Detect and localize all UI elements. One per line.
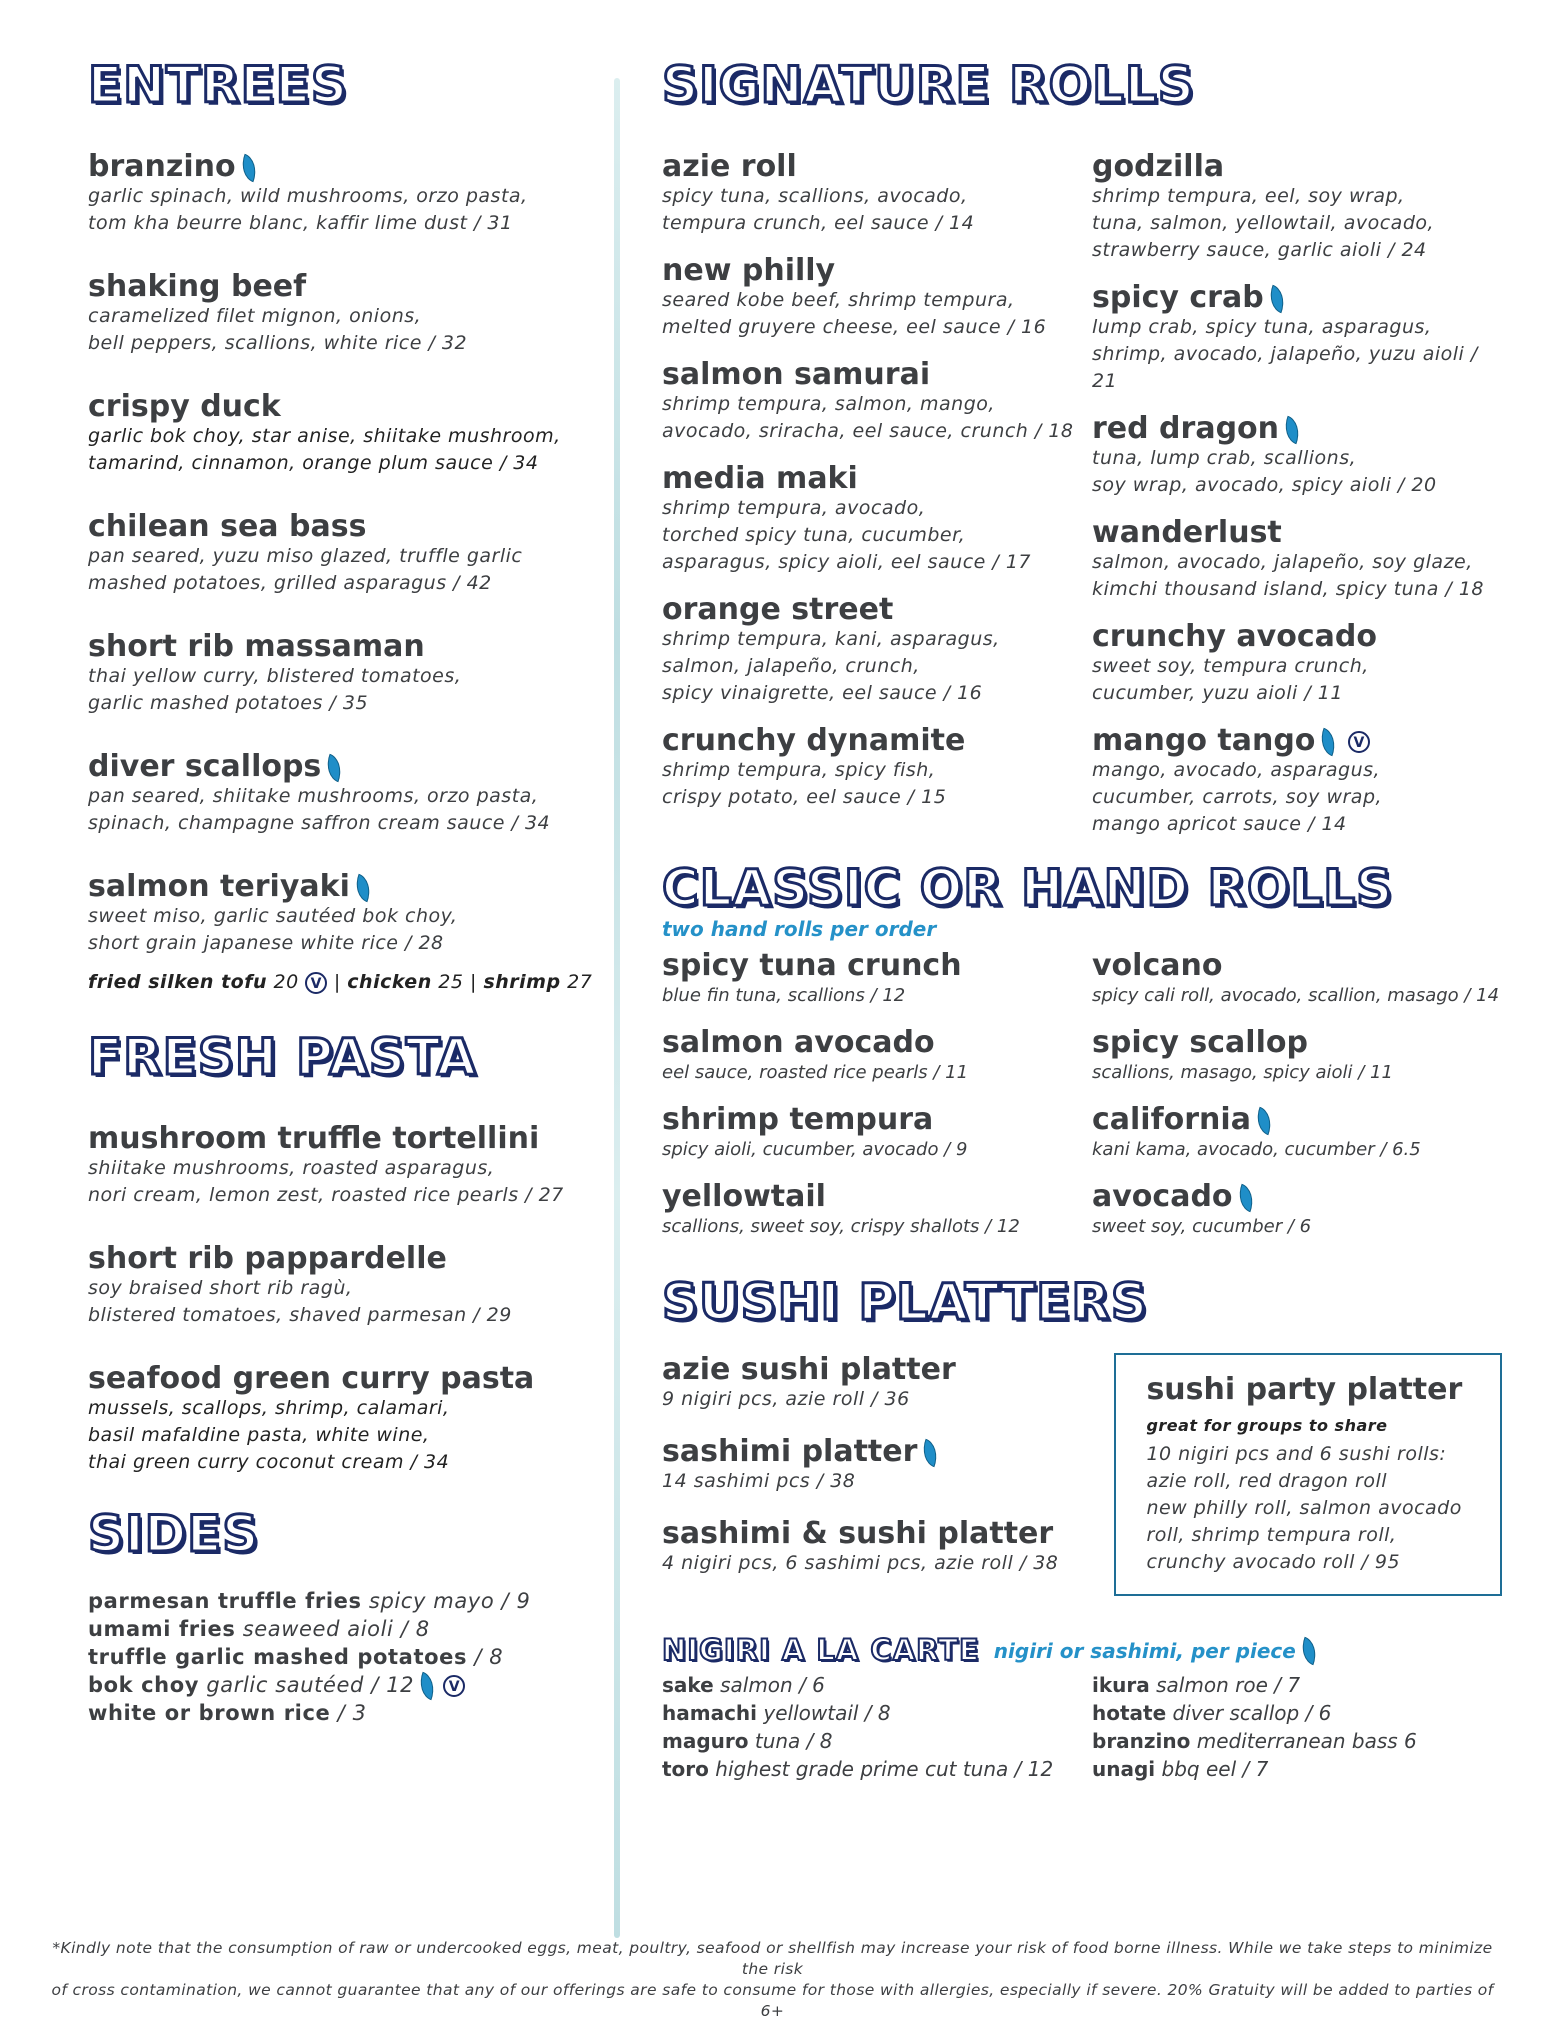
roll-item xyxy=(662,1180,1092,1240)
item-name: seafood green curry pasta xyxy=(88,1361,535,1396)
nigiri-grid xyxy=(662,1671,1502,1783)
disclaimer-line: *Kindly note that the consumption of raw or undercooked eggs, meat, poultry, seafood or shellfish may increase your risk of food borne illness. While we take steps to minimize the risk xyxy=(52,1939,1493,1978)
roll-item xyxy=(1092,150,1502,264)
leaf-icon xyxy=(1233,1183,1258,1212)
item-desc: mussels, scallops, shrimp, calamari, xyxy=(88,1397,450,1419)
roll-item xyxy=(662,1026,1092,1086)
side-item xyxy=(88,1699,608,1727)
item-desc: spicy aioli, cucumber, avocado / 9 xyxy=(662,1139,968,1160)
leaf-icon xyxy=(1279,415,1304,444)
roll-item xyxy=(662,150,1092,237)
item-name: wanderlust xyxy=(1092,515,1282,550)
item-name: new philly xyxy=(662,253,836,288)
item-name: chilean sea bass xyxy=(88,509,367,544)
item-name: mushroom truffle tortellini xyxy=(88,1121,540,1156)
item-desc: mango, avocado, asparagus, xyxy=(1092,759,1381,781)
item-desc: tuna, lump crab, scallions, xyxy=(1092,447,1357,469)
item-desc: spicy vinaigrette, eel sauce / 16 xyxy=(662,682,983,704)
party-platter-box xyxy=(1114,1353,1502,1596)
item-desc: asparagus, spicy aioli, eel sauce / 17 xyxy=(662,551,1032,573)
item-desc: crispy potato, eel sauce / 15 xyxy=(662,786,947,808)
item-name: sashimi platter xyxy=(662,1434,918,1469)
item-name: spicy crab xyxy=(1092,280,1264,315)
item-name: california xyxy=(1092,1102,1251,1137)
item-desc: tempura crunch, eel sauce / 14 xyxy=(662,212,975,234)
item-name: toro xyxy=(662,1757,709,1781)
roll-item xyxy=(1092,412,1502,499)
item-desc: cucumber, yuzu aioli / 11 xyxy=(1092,682,1343,704)
item-desc: thai yellow curry, blistered tomatoes, xyxy=(88,665,462,687)
menu-item xyxy=(88,390,608,477)
item-name: spicy tuna crunch xyxy=(662,948,962,983)
vegan-icon: V xyxy=(443,1675,465,1697)
item-name: orange street xyxy=(662,592,894,627)
addon-name: chicken xyxy=(347,971,432,993)
entrees-heading: ENTREES xyxy=(88,56,348,114)
item-desc: shrimp tempura, avocado, xyxy=(662,497,926,519)
item-name: branzino xyxy=(1092,1729,1191,1753)
column-divider xyxy=(614,78,620,1938)
menu-item xyxy=(88,750,608,837)
item-desc: bell peppers, scallions, white rice / 32 xyxy=(88,332,468,354)
roll-item xyxy=(662,358,1092,445)
item-desc: soy wrap, avocado, spicy aioli / 20 xyxy=(1092,474,1437,496)
roll-item xyxy=(1092,620,1502,707)
item-desc: tamarind, cinnamon, orange plum sauce / 34 xyxy=(88,452,539,474)
addon-price: 27 xyxy=(567,971,593,993)
item-name: azie sushi platter xyxy=(662,1352,956,1387)
roll-item xyxy=(1092,281,1502,395)
item-desc: garlic mashed potatoes / 35 xyxy=(88,692,369,714)
side-item xyxy=(88,1643,608,1671)
roll-item xyxy=(1092,1180,1502,1240)
roll-item xyxy=(662,462,1092,576)
item-name: media maki xyxy=(662,461,858,496)
item-desc: pan seared, shiitake mushrooms, orzo pasta, xyxy=(88,785,539,807)
menu-item xyxy=(88,630,608,717)
menu-item xyxy=(88,270,608,357)
item-desc: yellowtail / 8 xyxy=(763,1701,891,1725)
item-desc: mango apricot sauce / 14 xyxy=(1092,813,1347,835)
item-desc: sweet miso, garlic sautéed bok choy, xyxy=(88,905,458,927)
item-desc: garlic spinach, wild mushrooms, orzo pasta, xyxy=(88,185,528,207)
leaf-icon xyxy=(322,753,347,782)
item-desc: short grain japanese white rice / 28 xyxy=(88,932,444,954)
leaf-icon xyxy=(1251,1106,1276,1135)
leaf-icon xyxy=(918,1438,943,1467)
item-desc: blue fin tuna, scallions / 12 xyxy=(662,985,906,1006)
vegan-icon: V xyxy=(305,972,327,994)
item-desc: / 3 xyxy=(337,1701,367,1725)
nigiri-subtitle: nigiri or sashimi, per piece xyxy=(993,1638,1296,1663)
item-name: godzilla xyxy=(1092,149,1225,184)
item-desc: lump crab, spicy tuna, asparagus, xyxy=(1092,316,1432,338)
allergy-disclaimer xyxy=(40,1938,1505,2022)
item-desc: shrimp tempura, eel, soy wrap, xyxy=(1092,185,1405,207)
item-desc: tuna, salmon, yellowtail, avocado, xyxy=(1092,212,1435,234)
item-desc: sweet soy, tempura crunch, xyxy=(1092,655,1369,677)
item-desc: garlic bok choy, star anise, shiitake mushroom, xyxy=(88,425,561,447)
platter-item xyxy=(662,1435,1086,1495)
item-desc: spicy mayo / 9 xyxy=(368,1589,531,1613)
classic-rolls-subtitle: two hand rolls per order xyxy=(662,917,937,941)
item-desc: salmon roe / 7 xyxy=(1156,1673,1301,1697)
nigiri-item xyxy=(1092,1699,1502,1727)
roll-item xyxy=(1092,1026,1502,1086)
item-name: crispy duck xyxy=(88,389,281,424)
side-item xyxy=(88,1615,608,1643)
item-name: branzino xyxy=(88,149,236,184)
nigiri-heading: NIGIRI A LA CARTE xyxy=(662,1633,980,1667)
item-desc: thai green curry coconut cream / 34 xyxy=(88,1451,450,1473)
separator: | xyxy=(470,971,477,993)
item-desc: strawberry sauce, garlic aioli / 24 xyxy=(1092,239,1427,261)
item-name: shrimp tempura xyxy=(662,1102,934,1137)
right-column xyxy=(662,56,1502,1783)
signature-rolls-grid xyxy=(662,150,1502,855)
item-desc: tom kha beurre blanc, kaffir lime dust / 31 xyxy=(88,212,513,234)
sides-heading: SIDES xyxy=(88,1505,260,1563)
nigiri-item xyxy=(1092,1755,1502,1783)
item-name: red dragon xyxy=(1092,411,1280,446)
protein-addons xyxy=(88,969,608,996)
item-desc: sweet soy, cucumber / 6 xyxy=(1092,1216,1312,1237)
item-desc: torched spicy tuna, cucumber, xyxy=(662,524,966,546)
menu-item xyxy=(88,510,608,597)
item-name: hamachi xyxy=(662,1701,758,1725)
menu-item xyxy=(88,1362,608,1476)
leaf-icon xyxy=(1264,284,1289,313)
vegan-icon: V xyxy=(1348,731,1370,753)
roll-item xyxy=(662,949,1092,1009)
pasta-heading: FRESH PASTA xyxy=(88,1028,477,1086)
menu-item xyxy=(88,150,608,237)
classic-rolls-grid xyxy=(662,949,1502,1257)
side-item xyxy=(88,1671,608,1699)
item-desc: shrimp tempura, spicy fish, xyxy=(662,759,936,781)
item-desc: 10 nigiri pcs and 6 sushi rolls: xyxy=(1146,1443,1447,1465)
menu-item xyxy=(88,870,608,957)
item-name: crunchy avocado xyxy=(1092,619,1377,654)
item-desc: highest grade prime cut tuna / 12 xyxy=(715,1757,1054,1781)
item-name: sushi party platter xyxy=(1146,1372,1463,1407)
item-desc: pan seared, yuzu miso glazed, truffle garlic xyxy=(88,545,523,567)
item-desc: kani kama, avocado, cucumber / 6.5 xyxy=(1092,1139,1421,1160)
nigiri-header xyxy=(662,1633,1502,1667)
item-name: sashimi & sushi platter xyxy=(662,1516,1054,1551)
item-desc: 9 nigiri pcs, azie roll / 36 xyxy=(662,1388,910,1410)
left-column xyxy=(88,56,608,1727)
item-desc: scallions, sweet soy, crispy shallots / 12 xyxy=(662,1216,1020,1237)
item-desc: spicy cali roll, avocado, scallion, masago / 14 xyxy=(1092,985,1500,1006)
item-name: diver scallops xyxy=(88,749,322,784)
item-name: spicy scallop xyxy=(1092,1025,1308,1060)
item-desc: salmon, jalapeño, crunch, xyxy=(662,655,920,677)
item-desc: roll, shrimp tempura roll, xyxy=(1146,1524,1397,1546)
item-desc: caramelized filet mignon, onions, xyxy=(88,305,422,327)
item-desc: new philly roll, salmon avocado xyxy=(1146,1497,1462,1519)
roll-item xyxy=(662,1103,1092,1163)
platter-item xyxy=(662,1517,1086,1577)
item-name: truffle garlic mashed potatoes xyxy=(88,1645,468,1669)
item-desc: / 8 xyxy=(474,1645,504,1669)
item-desc: shrimp, avocado, jalapeño, yuzu aioli / 21 xyxy=(1092,343,1478,392)
item-desc: soy braised short rib ragù, xyxy=(88,1277,353,1299)
item-desc: azie roll, red dragon roll xyxy=(1146,1470,1388,1492)
item-desc: salmon, avocado, jalapeño, soy glaze, xyxy=(1092,551,1473,573)
item-name: azie roll xyxy=(662,149,797,184)
sushi-platters-heading: SUSHI PLATTERS xyxy=(662,1273,1148,1331)
item-name: white or brown rice xyxy=(88,1701,331,1725)
item-desc: salmon / 6 xyxy=(720,1673,825,1697)
item-name: salmon samurai xyxy=(662,357,931,392)
addon-price: 25 xyxy=(438,971,464,993)
item-name: unagi xyxy=(1092,1757,1156,1781)
item-desc: 4 nigiri pcs, 6 sashimi pcs, azie roll / 38 xyxy=(662,1552,1059,1574)
item-desc: avocado, sriracha, eel sauce, crunch / 18 xyxy=(662,420,1074,442)
item-name: parmesan truffle fries xyxy=(88,1589,362,1613)
roll-item xyxy=(1092,949,1502,1009)
nigiri-item xyxy=(662,1699,1092,1727)
item-desc: kimchi thousand island, spicy tuna / 18 xyxy=(1092,578,1485,600)
item-desc: mediterranean bass 6 xyxy=(1196,1729,1417,1753)
item-desc: melted gruyere cheese, eel sauce / 16 xyxy=(662,316,1047,338)
menu-item xyxy=(88,1122,608,1209)
nigiri-item xyxy=(1092,1727,1502,1755)
item-desc: 14 sashimi pcs / 38 xyxy=(662,1470,856,1492)
item-desc: shiitake mushrooms, roasted asparagus, xyxy=(88,1157,495,1179)
item-name: yellowtail xyxy=(662,1179,826,1214)
leaf-icon xyxy=(350,873,375,902)
item-name: mango tango xyxy=(1092,723,1316,758)
item-desc: shrimp tempura, kani, asparagus, xyxy=(662,628,1000,650)
item-name: umami fries xyxy=(88,1617,236,1641)
item-name: maguro xyxy=(662,1729,749,1753)
menu-item xyxy=(88,1242,608,1329)
party-note: great for groups to share xyxy=(1146,1416,1388,1435)
item-desc: garlic sautéed / 12 xyxy=(206,1673,415,1697)
platters-row xyxy=(662,1353,1502,1596)
item-desc: mashed potatoes, grilled asparagus / 42 xyxy=(88,572,492,594)
item-desc: diver scallop / 6 xyxy=(1172,1701,1332,1725)
item-name: volcano xyxy=(1092,948,1223,983)
item-desc: blistered tomatoes, shaved parmesan / 29 xyxy=(88,1304,512,1326)
item-name: hotate xyxy=(1092,1701,1167,1725)
item-desc: scallions, masago, spicy aioli / 11 xyxy=(1092,1062,1393,1083)
classic-rolls-heading: CLASSIC OR HAND ROLLS xyxy=(662,859,1394,917)
item-desc: spinach, champagne saffron cream sauce / 34 xyxy=(88,812,551,834)
side-item xyxy=(88,1587,608,1615)
item-desc: shrimp tempura, salmon, mango, xyxy=(662,393,995,415)
item-name: avocado xyxy=(1092,1179,1233,1214)
leaf-icon xyxy=(236,153,261,182)
platter-item xyxy=(662,1353,1086,1413)
roll-item xyxy=(1092,1103,1502,1163)
nigiri-item xyxy=(662,1671,1092,1699)
leaf-icon xyxy=(1296,1636,1321,1665)
roll-item xyxy=(1092,724,1502,838)
item-desc: eel sauce, roasted rice pearls / 11 xyxy=(662,1062,969,1083)
item-desc: spicy tuna, scallions, avocado, xyxy=(662,185,968,207)
addon-name: fried silken tofu xyxy=(88,971,267,993)
item-name: bok choy xyxy=(88,1673,200,1697)
item-name: short rib massaman xyxy=(88,629,425,664)
item-desc: cucumber, carrots, soy wrap, xyxy=(1092,786,1383,808)
roll-item xyxy=(662,254,1092,341)
separator: | xyxy=(333,971,341,993)
item-desc: seared kobe beef, shrimp tempura, xyxy=(662,289,1015,311)
item-name: sake xyxy=(662,1673,714,1697)
item-name: crunchy dynamite xyxy=(662,723,966,758)
item-desc: crunchy avocado roll / 95 xyxy=(1146,1551,1401,1573)
leaf-icon xyxy=(415,1672,440,1701)
roll-item xyxy=(662,724,1092,811)
item-name: short rib pappardelle xyxy=(88,1241,447,1276)
nigiri-item xyxy=(1092,1671,1502,1699)
item-desc: basil mafaldine pasta, white wine, xyxy=(88,1424,430,1446)
addon-name: shrimp xyxy=(483,971,561,993)
roll-item xyxy=(1092,516,1502,603)
leaf-icon xyxy=(1316,727,1341,756)
item-desc: tuna / 8 xyxy=(754,1729,833,1753)
item-desc: bbq eel / 7 xyxy=(1161,1757,1269,1781)
roll-item xyxy=(662,593,1092,707)
nigiri-item xyxy=(662,1755,1092,1783)
item-name: salmon avocado xyxy=(662,1025,935,1060)
addon-price: 20 xyxy=(273,971,299,993)
item-name: ikura xyxy=(1092,1673,1150,1697)
disclaimer-line: of cross contamination, we cannot guarantee that any of our offerings are safe to consume for those with allergies, especially if severe. 20% Gratuity will be added to parties of 6+ xyxy=(51,1981,1494,2020)
item-name: salmon teriyaki xyxy=(88,869,350,904)
item-desc: nori cream, lemon zest, roasted rice pearls / 27 xyxy=(88,1184,564,1206)
signature-rolls-heading: SIGNATURE ROLLS xyxy=(662,56,1195,114)
nigiri-item xyxy=(662,1727,1092,1755)
item-desc: seaweed aioli / 8 xyxy=(242,1617,430,1641)
item-name: shaking beef xyxy=(88,269,307,304)
